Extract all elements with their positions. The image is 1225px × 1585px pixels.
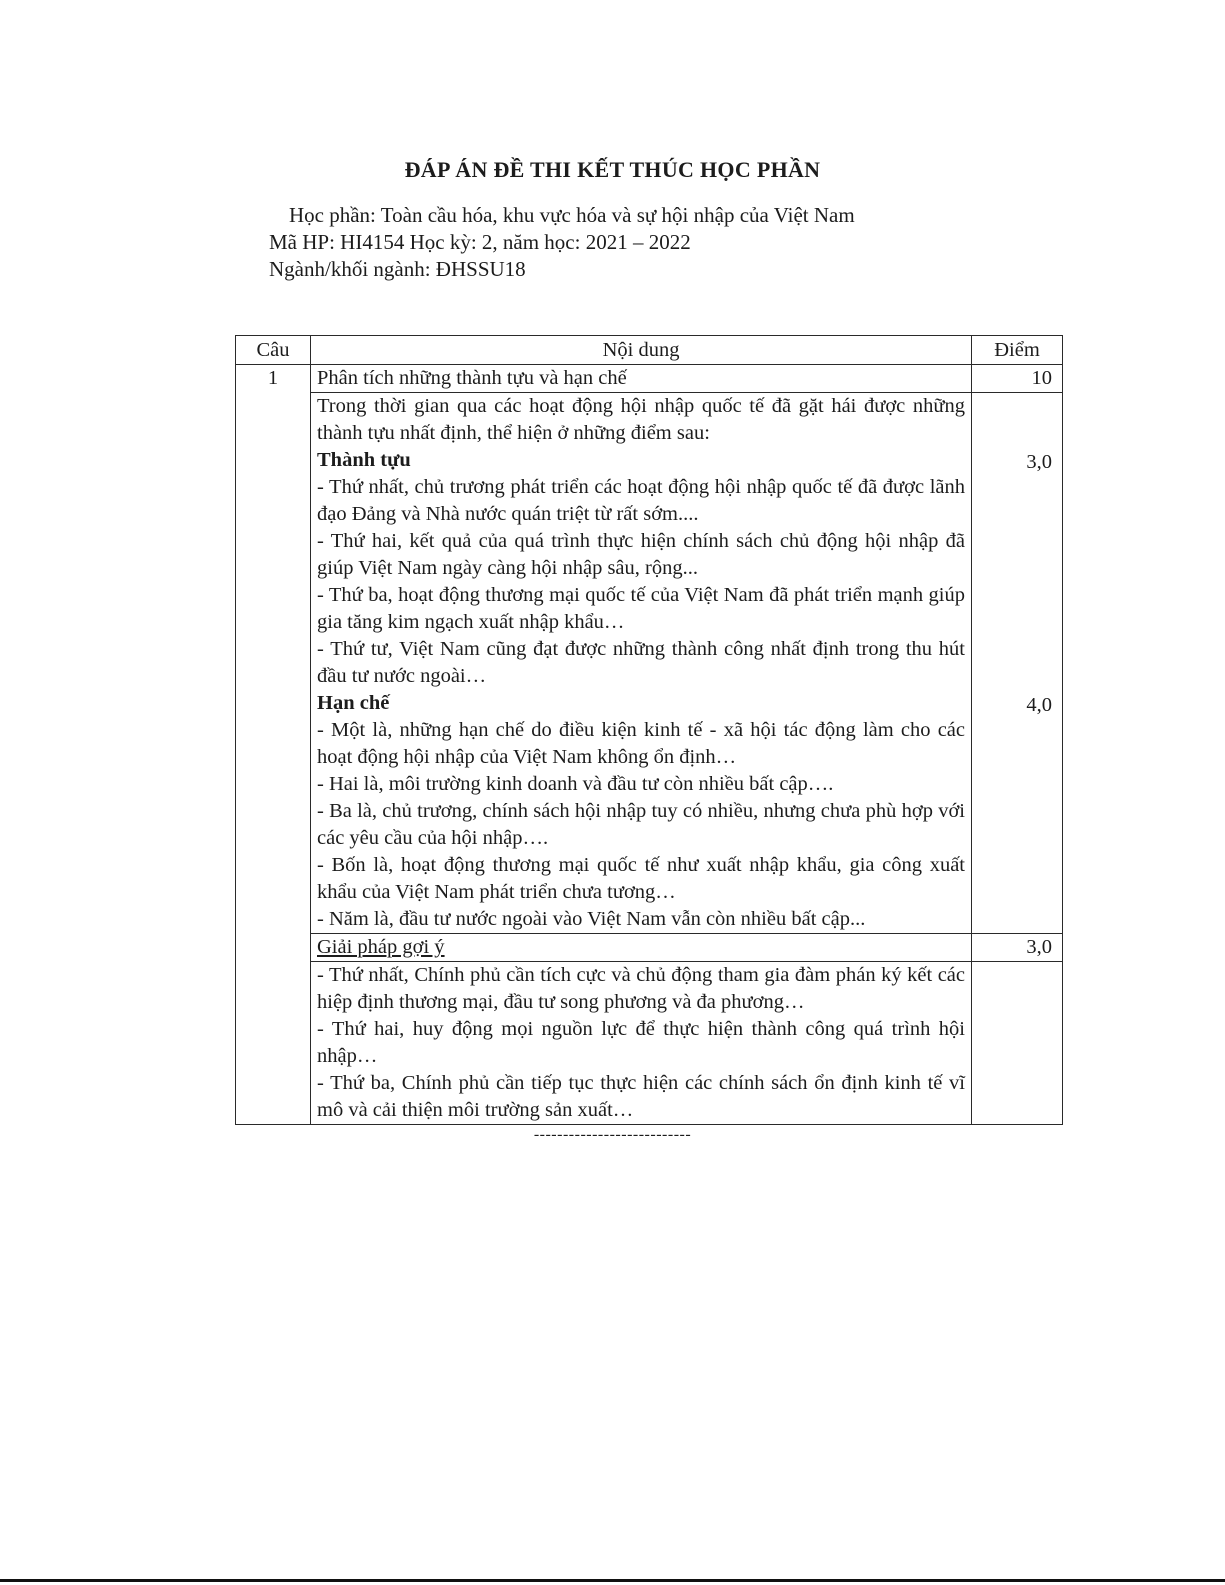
analysis-content bbox=[311, 393, 972, 934]
solutions-heading: Giải pháp gợi ý bbox=[311, 934, 972, 962]
limitation-item: - Hai là, môi trường kinh doanh và đầu tư còn nhiều bất cập…. bbox=[317, 773, 834, 795]
intro-text: Trong thời gian qua các hoạt động hội nhập quốc tế đã gặt hái được những thành tựu nhất định, thể hiện ở những điểm sau: bbox=[317, 395, 965, 444]
table-header-row bbox=[236, 336, 1063, 365]
solution-item: - Thứ nhất, Chính phủ cần tích cực và chủ động tham gia đàm phán ký kết các hiệp định thương mại, đầu tư song phương và đa phương… bbox=[317, 964, 965, 1013]
achievement-item: - Thứ hai, kết quả của quá trình thực hiện chính sách chủ động hội nhập đã giúp Việt Nam ngày càng hội nhập sâu, rộng... bbox=[317, 530, 965, 579]
solution-item: - Thứ ba, Chính phủ cần tiếp tục thực hiện các chính sách ổn định kinh tế vĩ mô và cải thiện môi trường sản xuất… bbox=[317, 1072, 965, 1121]
question-number: 1 bbox=[236, 365, 311, 1125]
limitation-item: - Năm là, đầu tư nước ngoài vào Việt Nam vẫn còn nhiều bất cập... bbox=[317, 908, 866, 930]
limitations-score: 4,0 bbox=[1026, 694, 1052, 716]
question-title: Phân tích những thành tựu và hạn chế bbox=[311, 365, 972, 393]
solutions-score: 3,0 bbox=[972, 934, 1063, 962]
solutions-content bbox=[311, 962, 972, 1125]
header-score: Điểm bbox=[972, 336, 1063, 365]
limitations-heading: Hạn chế bbox=[317, 692, 390, 714]
course-code-line: Mã HP: HI4154 Học kỳ: 2, năm học: 2021 – 2022 bbox=[269, 230, 691, 254]
answer-table bbox=[235, 335, 1063, 1125]
limitation-item: - Ba là, chủ trương, chính sách hội nhập tuy có nhiều, nhưng chưa phù hợp với các yêu cầu của hội nhập…. bbox=[317, 800, 965, 849]
achievement-item: - Thứ tư, Việt Nam cũng đạt được những thành công nhất định trong thu hút đầu tư nước ngoài… bbox=[317, 638, 965, 687]
footer-separator: --------------------------- bbox=[533, 1126, 692, 1143]
analysis-row bbox=[236, 393, 1063, 934]
question-title-row bbox=[236, 365, 1063, 393]
achievement-item: - Thứ ba, hoạt động thương mại quốc tế của Việt Nam đã phát triển mạnh giúp gia tăng kim ngạch xuất nhập khẩu… bbox=[317, 584, 965, 633]
question-total-score: 10 bbox=[972, 365, 1063, 393]
course-name: Học phần: Toàn cầu hóa, khu vực hóa và sự hội nhập của Việt Nam bbox=[289, 203, 855, 227]
limitation-item: - Một là, những hạn chế do điều kiện kinh tế - xã hội tác động làm cho các hoạt động hội nhập của Việt Nam không ổn định… bbox=[317, 719, 965, 768]
solutions-row bbox=[236, 962, 1063, 1125]
solutions-heading-row bbox=[236, 934, 1063, 962]
limitation-item: - Bốn là, hoạt động thương mại quốc tế như xuất nhập khẩu, gia công xuất khẩu của Việt Nam phát triển chưa tương… bbox=[317, 854, 965, 903]
solutions-empty-score bbox=[972, 962, 1063, 1125]
header-question: Câu bbox=[236, 336, 311, 365]
scan-edge-line bbox=[0, 1579, 1225, 1582]
achievement-item: - Thứ nhất, chủ trương phát triển các hoạt động hội nhập quốc tế đã được lãnh đạo Đảng và Nhà nước quán triệt từ rất sớm.... bbox=[317, 476, 965, 525]
analysis-scores bbox=[972, 393, 1063, 934]
achievements-score: 3,0 bbox=[1026, 451, 1052, 473]
header-content: Nội dung bbox=[311, 336, 972, 365]
solution-item: - Thứ hai, huy động mọi nguồn lực để thực hiện thành công quá trình hội nhập… bbox=[317, 1018, 965, 1067]
achievements-heading: Thành tựu bbox=[317, 449, 411, 471]
page-title: ĐÁP ÁN ĐỀ THI KẾT THÚC HỌC PHẦN bbox=[404, 157, 821, 182]
major-line: Ngành/khối ngành: ĐHSSU18 bbox=[269, 257, 526, 281]
